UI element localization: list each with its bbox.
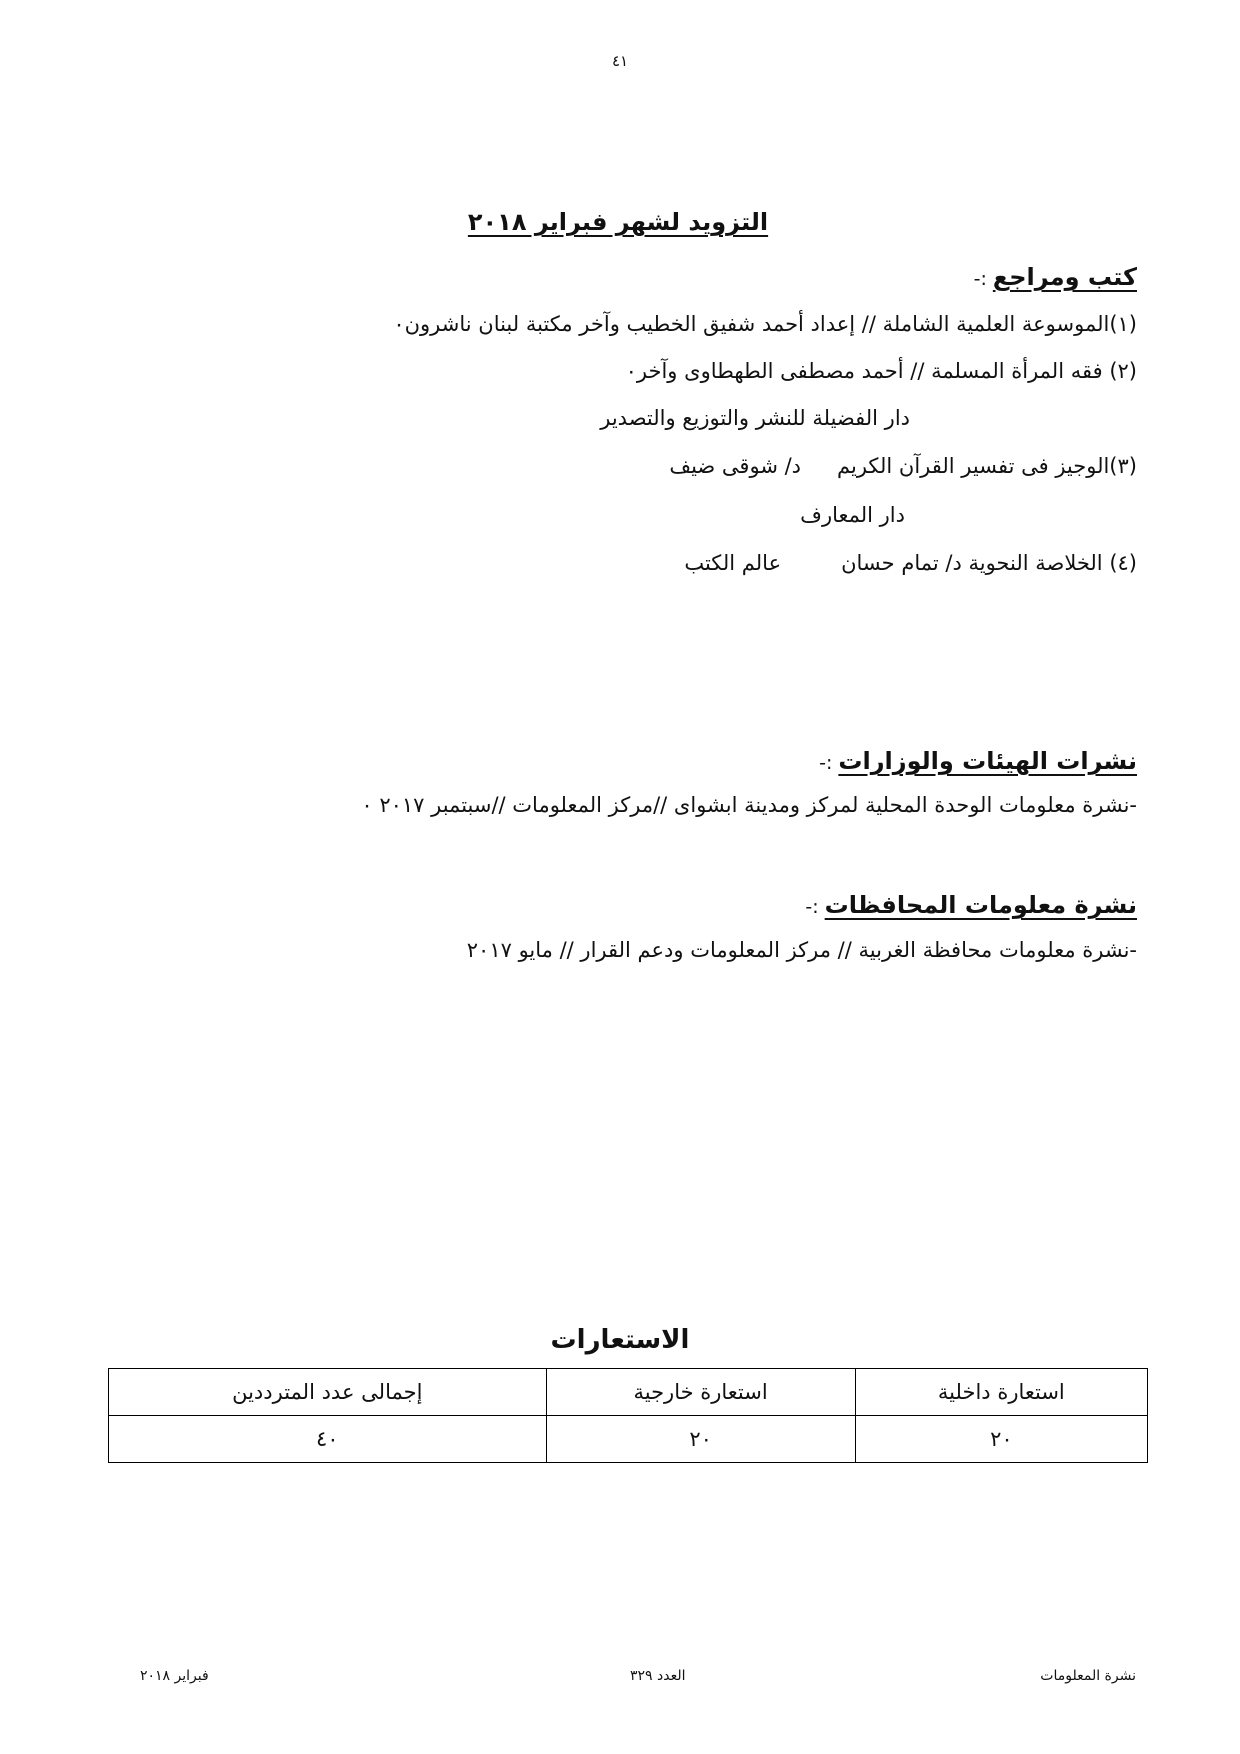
- loans-value-total: ٤٠: [109, 1416, 547, 1463]
- book-item-1: (١)الموسوعة العلمية الشاملة // إعداد أحمد شفيق الخطيب وآخر مكتبة لبنان ناشرون٠: [393, 312, 1137, 336]
- book-item-4-title: (٤) الخلاصة النحوية د/ تمام حسان: [841, 551, 1137, 575]
- book-item-4: [684, 551, 1137, 575]
- book-item-3-publisher: دار المعارف: [800, 503, 905, 527]
- loans-value-row: [109, 1416, 1148, 1463]
- footer-issue: العدد ٣٢٩: [630, 1668, 686, 1684]
- governorates-heading-suffix: :-: [805, 896, 819, 918]
- loans-value-external: ٢٠: [546, 1416, 855, 1463]
- book-item-3-title: (٣)الوجيز فى تفسير القرآن الكريم: [837, 454, 1137, 478]
- loans-title: الاستعارات: [550, 1325, 690, 1355]
- ministries-heading: [819, 747, 1137, 775]
- governorates-heading: [805, 891, 1137, 919]
- book-item-3-author: د/ شوقى ضيف: [669, 454, 802, 478]
- book-item-2-publisher: دار الفضيلة للنشر والتوزيع والتصدير: [600, 406, 910, 430]
- footer-publication: نشرة المعلومات: [1040, 1668, 1136, 1684]
- book-item-4-publisher: عالم الكتب: [684, 551, 782, 575]
- loans-header-external: استعارة خارجية: [546, 1369, 855, 1416]
- book-item-3: [669, 454, 1137, 478]
- loans-header-row: [109, 1369, 1148, 1416]
- books-heading-suffix: :-: [973, 268, 987, 290]
- book-item-2: (٢) فقه المرأة المسلمة // أحمد مصطفى الطهطاوى وآخر٠: [625, 359, 1137, 383]
- page-number: ٤١: [611, 52, 629, 70]
- loans-value-internal: ٢٠: [855, 1416, 1147, 1463]
- footer-date: فبراير ٢٠١٨: [140, 1668, 209, 1684]
- ministries-entry: -نشرة معلومات الوحدة المحلية لمركز ومدينة ابشواى //مركز المعلومات //سبتمبر ٢٠١٧ ٠: [361, 793, 1137, 817]
- ministries-heading-suffix: :-: [819, 752, 833, 774]
- governorates-heading-text: نشرة معلومات المحافظات: [824, 891, 1137, 919]
- page-title: التزويد لشهر فبراير ٢٠١٨: [467, 208, 769, 236]
- books-heading: [974, 263, 1137, 291]
- governorates-entry: -نشرة معلومات محافظة الغربية // مركز المعلومات ودعم القرار // مايو ٢٠١٧: [466, 938, 1137, 962]
- books-heading-text: كتب ومراجع: [992, 263, 1137, 291]
- loans-header-internal: استعارة داخلية: [855, 1369, 1147, 1416]
- ministries-heading-text: نشرات الهيئات والوزارات: [838, 747, 1137, 775]
- loans-header-total: إجمالى عدد المترددين: [109, 1369, 547, 1416]
- loans-table: [108, 1368, 1148, 1463]
